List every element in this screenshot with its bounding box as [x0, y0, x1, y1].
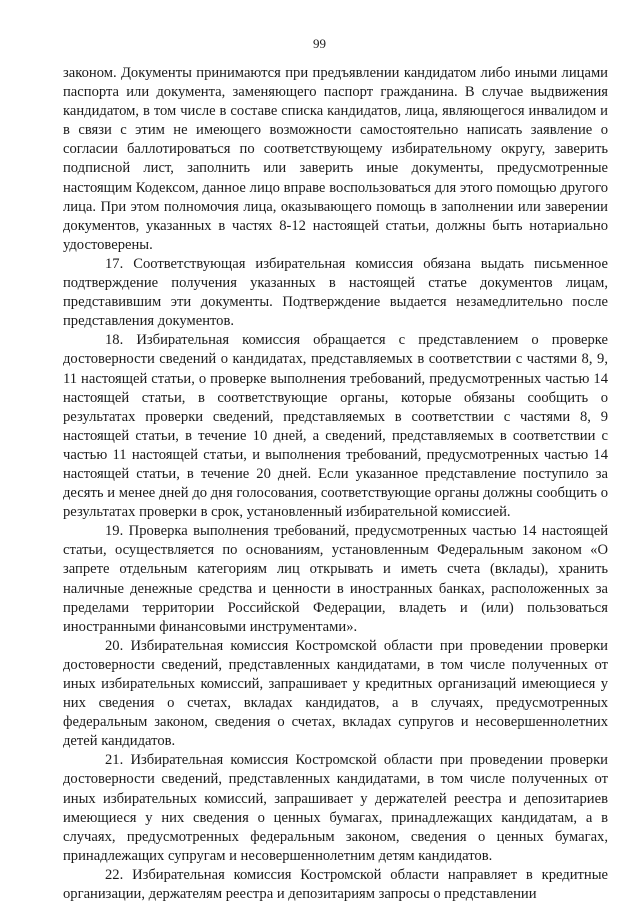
- paragraph-text: Соответствующая избирательная комиссия обязана выдать письменное подтверждение получения указанных в настоящей статье документов лицам, представившим эти документы. Подтверждение выдается незамедлительно после представления документов.: [63, 255, 609, 330]
- paragraph-20: [63, 637, 608, 752]
- paragraph-number: 19.: [105, 523, 124, 540]
- page-number: 99: [313, 36, 326, 51]
- paragraph-19: [63, 522, 608, 637]
- document-body: [63, 64, 608, 904]
- paragraph-18: [63, 331, 608, 522]
- paragraph-number: 17.: [105, 255, 124, 272]
- paragraph-21: [63, 751, 608, 866]
- paragraph-number: 21.: [105, 752, 124, 769]
- paragraph-number: 22.: [105, 866, 124, 883]
- paragraph-text: Избирательная комиссия Костромской области направляет в кредитные организации, держателям реестра и депозитариям запросы о представлении: [63, 866, 608, 903]
- paragraph-22: [63, 866, 608, 904]
- paragraph-text: Избирательная комиссия Костромской области при проведении проверки достоверности сведений, представленных кандидатами, в том числе полученных от иных избирательных комиссий, запрашивает у кредитных организаций имеющиеся у них сведения о счетах, вкладах кандидатов, а в случаях, предусмотренных федеральным законом, сведения о счетах, вкладах супругов и несовершеннолетних детей кандидатов.: [63, 637, 608, 750]
- paragraph-number: 20.: [105, 637, 124, 654]
- paragraph-text: Избирательная комиссия обращается с представлением о проверке достоверности сведений о кандидатах, представляемых в соответствии с частями 8, 9, 11 настоящей статьи, о проверке выполнения требований, предусмотренных частью 14 настоящей статьи, в соответствующие органы, которые обязаны сообщить о результатах проверки сведений, представляемых в соответствии с частями 8, 9 настоящей статьи, в течение 10 дней, а сведений, представляемых в соответствии с частью 11 настоящей статьи, и выполнения требований, предусмотренных частью 14 настоящей статьи, в течение 20 дней. Если указанное представление поступило за десять и менее дней до дня голосования, соответствующие органы должны сообщить о результатах проверки в срок, установленный избирательной комиссией.: [63, 332, 608, 521]
- paragraph-17: [63, 255, 608, 331]
- paragraph-text: законом. Документы принимаются при предъявлении кандидатом либо иными лицами паспорта или документа, заменяющего паспорт гражданина. В случае выдвижения кандидатом, в том числе в составе списка кандидатов, лица, являющегося инвалидом и в связи с этим не имеющего возможности самостоятельно написать заявление о согласии баллотироваться по соответствующему избирательному округу, заверить подписной лист, заполнить или заверить иные документы, предусмотренные настоящим Кодексом, данное лицо вправе воспользоваться для этого помощью другого лица. При этом полномочия лица, оказывающего помощь в заполнении или заверении документов, указанных в частях 8-12 настоящей статьи, должны быть нотариально удостоверены.: [63, 65, 608, 253]
- paragraph-continuation: [63, 64, 608, 255]
- paragraph-text: Избирательная комиссия Костромской области при проведении проверки достоверности сведений, представленных кандидатами, в том числе полученных от иных избирательных комиссий, запрашивает у держателей реестра и депозитариев имеющиеся у них сведения о ценных бумагах, принадлежащих кандидатам, а в случаях, предусмотренных федеральным законом, сведения о ценных бумагах, принадлежащих супругам и несовершеннолетним детям кандидатов.: [63, 752, 608, 864]
- paragraph-number: 18.: [105, 332, 124, 349]
- paragraph-text: Проверка выполнения требований, предусмотренных частью 14 настоящей статьи, осуществляется по основаниям, установленным Федеральным законом «О запрете отдельным категориям лиц открывать и иметь счета (вклады), хранить наличные денежные средства и ценности в иностранных банках, расположенных за пределами территории Российской Федерации, владеть и (или) пользоваться иностранными финансовыми инструментами».: [63, 523, 609, 635]
